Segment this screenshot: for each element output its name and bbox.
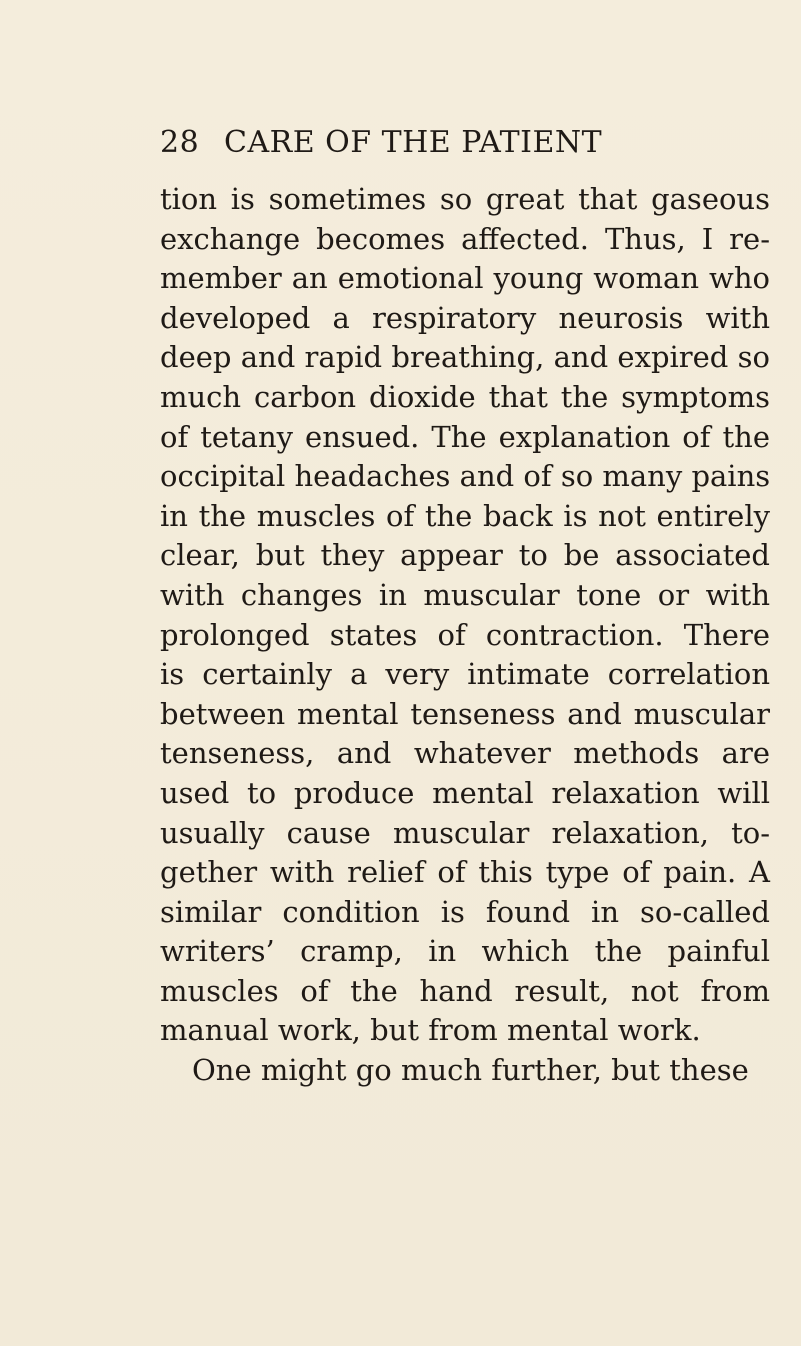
text-line: is certainly a very intimate correlation	[160, 657, 770, 692]
text-line: prolonged states of contraction. There	[160, 617, 770, 652]
text-line: writers’ cramp, in which the painful	[160, 934, 770, 969]
text-line: much carbon dioxide that the symptoms	[160, 379, 770, 414]
text-line: similar condition is found in so-called	[160, 894, 770, 929]
text-line: exchange becomes affected. Thus, I re-	[160, 221, 770, 256]
page-number: 28	[160, 124, 200, 160]
text-line: of tetany ensued. The explanation of the	[160, 419, 770, 454]
text-line: deep and rapid breathing, and expired so	[160, 340, 770, 375]
running-title: CARE OF THE PATIENT	[224, 124, 603, 160]
text-line: muscles of the hand result, not from	[160, 973, 770, 1008]
text-line: member an emotional young woman who	[160, 261, 770, 296]
page-header	[160, 120, 680, 164]
body-text	[160, 180, 770, 1091]
text-line: occipital headaches and of so many pains	[160, 459, 771, 494]
text-line: with changes in muscular tone or with	[160, 577, 770, 612]
text-line: developed a respiratory neurosis with	[160, 300, 770, 335]
text-line: One might go much further, but these	[192, 1053, 749, 1088]
text-line: tion is sometimes so great that gaseous	[160, 182, 770, 216]
text-line: gether with relief of this type of pain. A	[160, 855, 770, 890]
text-line: manual work, but from mental work.	[160, 1013, 701, 1048]
text-line: used to produce mental relaxation will	[160, 775, 770, 810]
text-line: clear, but they appear to be associated	[160, 538, 770, 573]
text-line: tenseness, and whatever methods are	[160, 736, 770, 771]
text-line: between mental tenseness and muscular	[160, 696, 770, 731]
text-line: usually cause muscular relaxation, to-	[160, 815, 770, 850]
text-line: in the muscles of the back is not entirely	[160, 498, 770, 533]
